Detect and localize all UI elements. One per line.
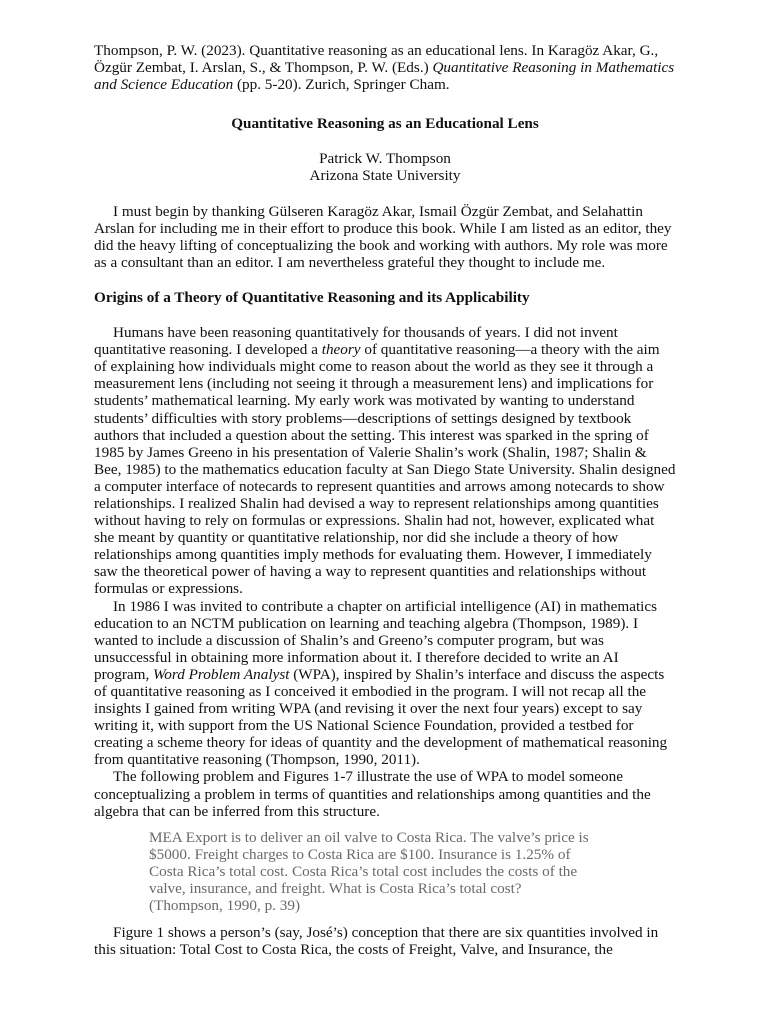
paragraph-2-italic: Word Problem Analyst [153,665,290,683]
paragraph-1-text-a: Humans have been reasoning quantitatively for thousands of years. I did not invent quantitative reasoning. I developed a [94,324,618,359]
section-heading: Origins of a Theory of Quantitative Reasoning and its Applicability [94,288,530,306]
block-quote [94,829,676,914]
paragraph-2-text-b: (WPA), inspired by Shalin’s interface and discuss the aspects of quantitative reasoning as I conceived it embodied in the program. I will not recap all the insights I gained from writing WPA (and revising it over the next four years) except to say writing it, with support from the US National Science Foundation, provided a testbed for creating a scheme theory for ideas of quantity and the development of mathematical reasoning from quantitative reasoning (Thompson, 1990, 2011). [94,665,668,769]
block-quote-text: MEA Export is to deliver an oil valve to Costa Rica. The valve’s price is $5000. Freight charges to Costa Rica are $100. Insurance is 1.25% of Costa Rica’s total cost. Costa Rica’s total cost includes the costs of the valve, insurance, and freight. What is Costa Rica’s total cost? (Thompson, 1990, p. 39) [149,828,589,915]
body-paragraph-3: The following problem and Figures 1-7 illustrate the use of WPA to model someone conceptualizing a problem in terms of quantities and relationships among quantities and the algebra that can be inferred from this structure. [94,768,651,820]
citation-book-title: Quantitative Reasoning in Mathematics and Science Education [94,59,675,94]
body-paragraph-1 [94,324,676,598]
paper-title: Quantitative Reasoning as an Educational Lens [231,115,539,133]
body-paragraph-2 [94,598,676,769]
paragraph-1-italic: theory [321,341,361,359]
citation-text-after: (pp. 5-20). Zurich, Springer Cham. [233,76,450,94]
document-page [94,42,676,958]
body-paragraph-4: Figure 1 shows a person’s (say, José’s) conception that there are six quantities involved in this situation: Total Cost to Costa Rica, the costs of Freight, Valve, and Insurance, the [94,924,659,959]
intro-paragraph: I must begin by thanking Gülseren Karagöz Akar, Ismail Özgür Zembat, and Selahattin Arslan for including me in their effort to produce this book. While I am listed as an editor, they did the heavy lifting of conceptualizing the book and working with authors. My role was more as a consultant than an editor. I am nevertheless grateful they thought to include me. [94,202,672,271]
author-block [94,150,676,184]
citation-text-before: Thompson, P. W. (2023). Quantitative reasoning as an educational lens. In Karagöz Akar, G., Özgür Zembat, I. Arslan, S., & Thompson, P. W. (Eds.) [94,42,659,77]
author-affiliation: Arizona State University [309,167,461,185]
paragraph-1-text-b: of quantitative reasoning—a theory with the aim of explaining how individuals might come to reason about the world as they see it through a measurement lens (including not seeing it through a measurement lens) and implications for students’ mathematical learning. My early work was motivated by wanting to understand students’ difficulties with story problems—descriptions of settings designed by textbook authors that included a question about the setting. This interest was sparked in the spring of 1985 by James Greeno in his presentation of Valerie Shalin’s work (Shalin, 1987; Shalin & Bee, 1985) to the mathematics education faculty at San Diego State University. Shalin designed a computer interface of notecards to represent quantities and arrows among notecards to show relationships. I realized Shalin had devised a way to represent relationships among quantities without having to rely on formulas or expressions. Shalin had not, however, explicated what she meant by quantity or quantitative relationship, nor did she include a theory of how relationships among quantities imply methods for evaluating them. However, I immediately saw the theoretical power of having a way to represent quantities and relationships without formulas or expressions. [94,341,676,598]
citation [94,42,676,93]
paragraph-2-text-a: In 1986 I was invited to contribute a chapter on artificial intelligence (AI) in mathematics education to an NCTM publication on learning and teaching algebra (Thompson, 1989). I wanted to include a discussion of Shalin’s and Greeno’s computer program, but was unsuccessful in obtaining more information about it. I therefore decided to write an AI program, [94,597,658,683]
author-name: Patrick W. Thompson [319,150,451,168]
